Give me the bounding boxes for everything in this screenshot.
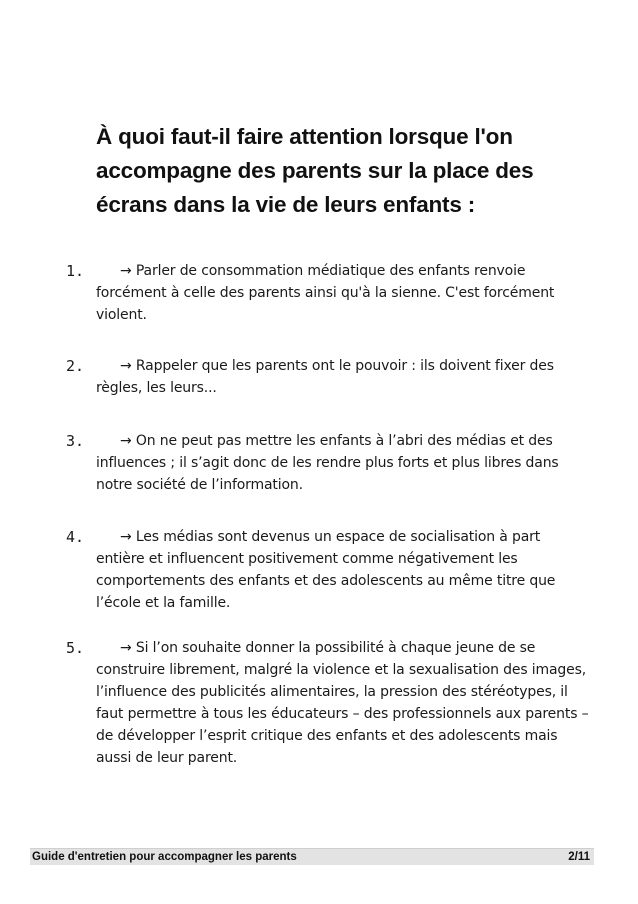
page-number: 2/11 [568, 851, 590, 863]
page-footer [30, 848, 594, 865]
list-item-text-content: → Parler de consommation médiatique des enfants renvoie forcément à celle des parents ainsi qu'à la sienne. C'est forcément violent. [96, 263, 555, 323]
list-item-number: 4. [66, 528, 85, 546]
list-item-text [96, 526, 592, 614]
list-item-number: 3. [66, 432, 85, 450]
list-item-number: 2. [66, 357, 85, 375]
list-item-number: 1. [66, 262, 85, 280]
list-item-text [96, 430, 592, 496]
list-item-text [96, 355, 592, 399]
list-item-text-content: → Les médias sont devenus un espace de socialisation à part entière et influencent positivement comme négativement les comportements des enfants et des adolescents au même titre que l’école et la famille. [96, 529, 556, 611]
list-item-text [96, 637, 592, 769]
page-title: À quoi faut-il faire attention lorsque l'on accompagne des parents sur la place des écrans dans la vie de leurs enfants : [96, 124, 534, 217]
footer-title: Guide d'entretien pour accompagner les parents [32, 851, 297, 863]
list-item-text-content: → Rappeler que les parents ont le pouvoir : ils doivent fixer des règles, les leurs... [96, 358, 554, 396]
list-item-text-content: → Si l’on souhaite donner la possibilité à chaque jeune de se construire librement, malgré la violence et la sexualisation des images, l’influence des publicités alimentaires, la pression des stéréotypes, il faut permettre à tous les éducateurs – des professionnels aux parents – de développer l’esprit critique des enfants et des adolescents mais aussi de leur parent. [96, 640, 589, 766]
list-item-text [96, 260, 592, 326]
list-item-number: 5. [66, 639, 85, 657]
list-item-text-content: → On ne peut pas mettre les enfants à l’abri des médias et des influences ; il s’agit donc de les rendre plus forts et plus libres dans notre société de l’information. [96, 433, 559, 493]
